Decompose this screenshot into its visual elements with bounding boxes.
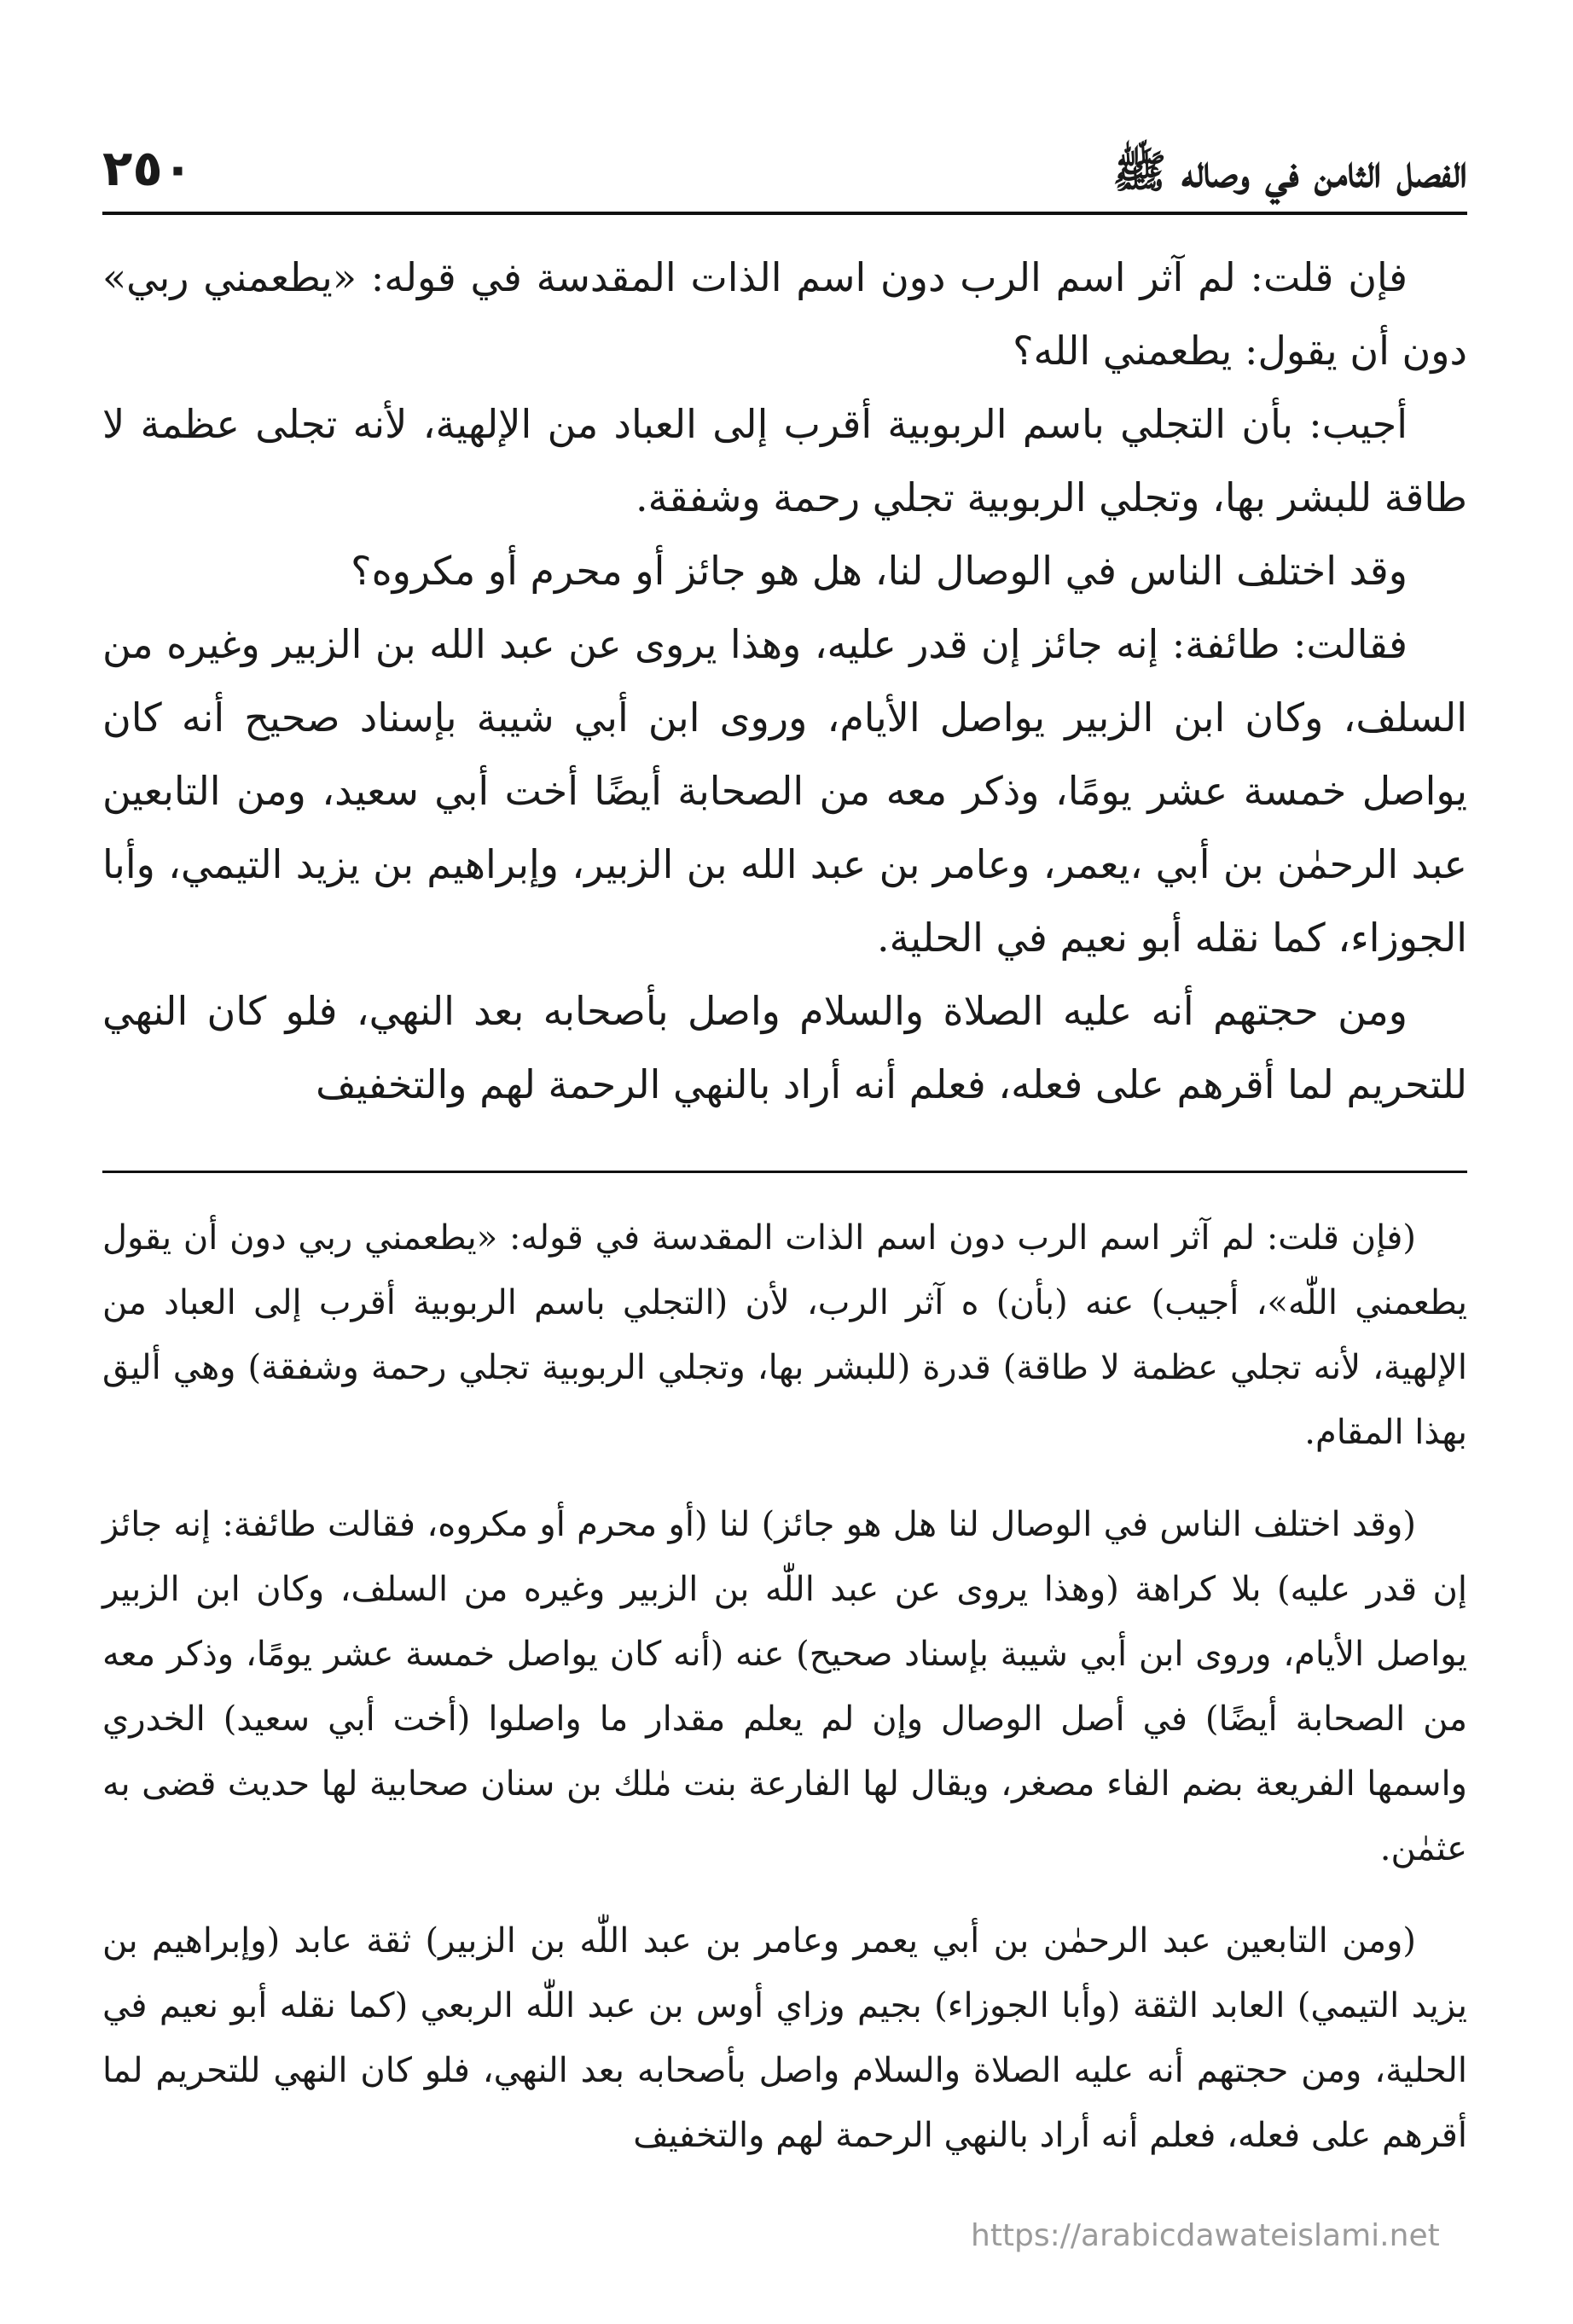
commentary-paragraph: (فإن قلت: لم آثر اسم الرب دون اسم الذات المقدسة في قوله: «يطعمني ربي دون أن يقول يطعمني اللّٰه»، أجيب) عنه (بأن) ه آثر الرب، لأن (التجلي باسم الربوبية أقرب إلى العباد من الإلهية، لأنه تجلي عظمة لا طاقة) قدرة (للبشر بها، وتجلي الربوبية تجلي رحمة وشفقة) وهي أليق بهذا المقام. <box>102 1218 1467 1452</box>
main-paragraph: وقد اختلف الناس في الوصال لنا، هل هو جائز أو محرم أو مكروه؟ <box>351 548 1408 594</box>
book-page <box>102 94 1467 2195</box>
running-header <box>102 94 1467 196</box>
commentary-paragraph: (وقد اختلف الناس في الوصال لنا هل هو جائز) لنا (أو محرم أو مكروه، فقالت طائفة: إنه جائز إن قدر عليه) بلا كراهة (وهذا يروى عن عبد اللّٰه بن الزبير وغيره من السلف، وكان ابن الزبير يواصل الأيام، وروى ابن أبي شيبة بإسناد صحيح) عنه (أنه كان يواصل خمسة عشر يومًا، وذكر معه من الصحابة أيضًا) في أصل الوصال وإن لم يعلم مقدار ما واصلوا (أخت أبي سعيد) الخدري واسمها الفريعة بضم الفاء مصغر، ويقال لها الفارعة بنت مٰلك بن سنان صحابية لها حديث قضى به عثمٰن. <box>102 1505 1468 1868</box>
commentary-section <box>102 1206 1467 2168</box>
page-number: ٢٥٠ <box>102 139 194 198</box>
watermark-url: https://arabicdawateislami.net <box>971 2218 1440 2253</box>
main-paragraph: أجيب: بأن التجلي باسم الربوبية أقرب إلى العباد من الإلهية، لأنه تجلى عظمة لا طاقة للبشر بها، وتجلي الربوبية تجلي رحمة وشفقة. <box>102 401 1467 520</box>
commentary-separator <box>102 1171 1467 1173</box>
main-paragraph: فقالت: طائفة: إنه جائز إن قدر عليه، وهذا يروى عن عبد الله بن الزبير وغيره من السلف، وكان ابن الزبير يواصل الأيام، وروى ابن أبي شيبة بإسناد صحيح أنه كان يواصل خمسة عشر يومًا، وذكر معه من الصحابة أيضًا أخت أبي سعيد، ومن التابعين عبد الرحمٰن بن أبي ،يعمر، وعامر بن عبد الله بن الزبير، وإبراهيم بن يزيد التيمي، وأبا الجوزاء، كما نقله أبو نعيم في الحلية. <box>102 621 1467 961</box>
chapter-title: الفصل الثامن في وصاله ﷺ <box>1112 145 1467 198</box>
main-paragraph: ومن حجتهم أنه عليه الصلاة والسلام واصل بأصحابه بعد النهي، فلو كان النهي للتحريم لما أقرهم على فعله، فعلم أنه أراد بالنهي الرحمة لهم والتخفيف <box>102 988 1467 1107</box>
commentary-paragraph: (ومن التابعين عبد الرحمٰن بن أبي يعمر وعامر بن عبد اللّٰه بن الزبير) ثقة عابد (وإبراهيم بن يزيد التيمي) العابد الثقة (وأبا الجوزاء) بجيم وزاي أوس بن عبد اللّٰه الربعي (كما نقله أبو نعيم في الحلية، ومن حجتهم أنه عليه الصلاة والسلام واصل بأصحابه بعد النهي، فلو كان النهي للتحريم لما أقرهم على فعله، فعلم أنه أراد بالنهي الرحمة لهم والتخفيف <box>102 1921 1467 2155</box>
main-text <box>102 241 1467 1121</box>
main-paragraph: فإن قلت: لم آثر اسم الرب دون اسم الذات المقدسة في قوله: «يطعمني ربي» دون أن يقول: يطعمني الله؟ <box>102 254 1467 374</box>
header-rule <box>102 212 1467 215</box>
